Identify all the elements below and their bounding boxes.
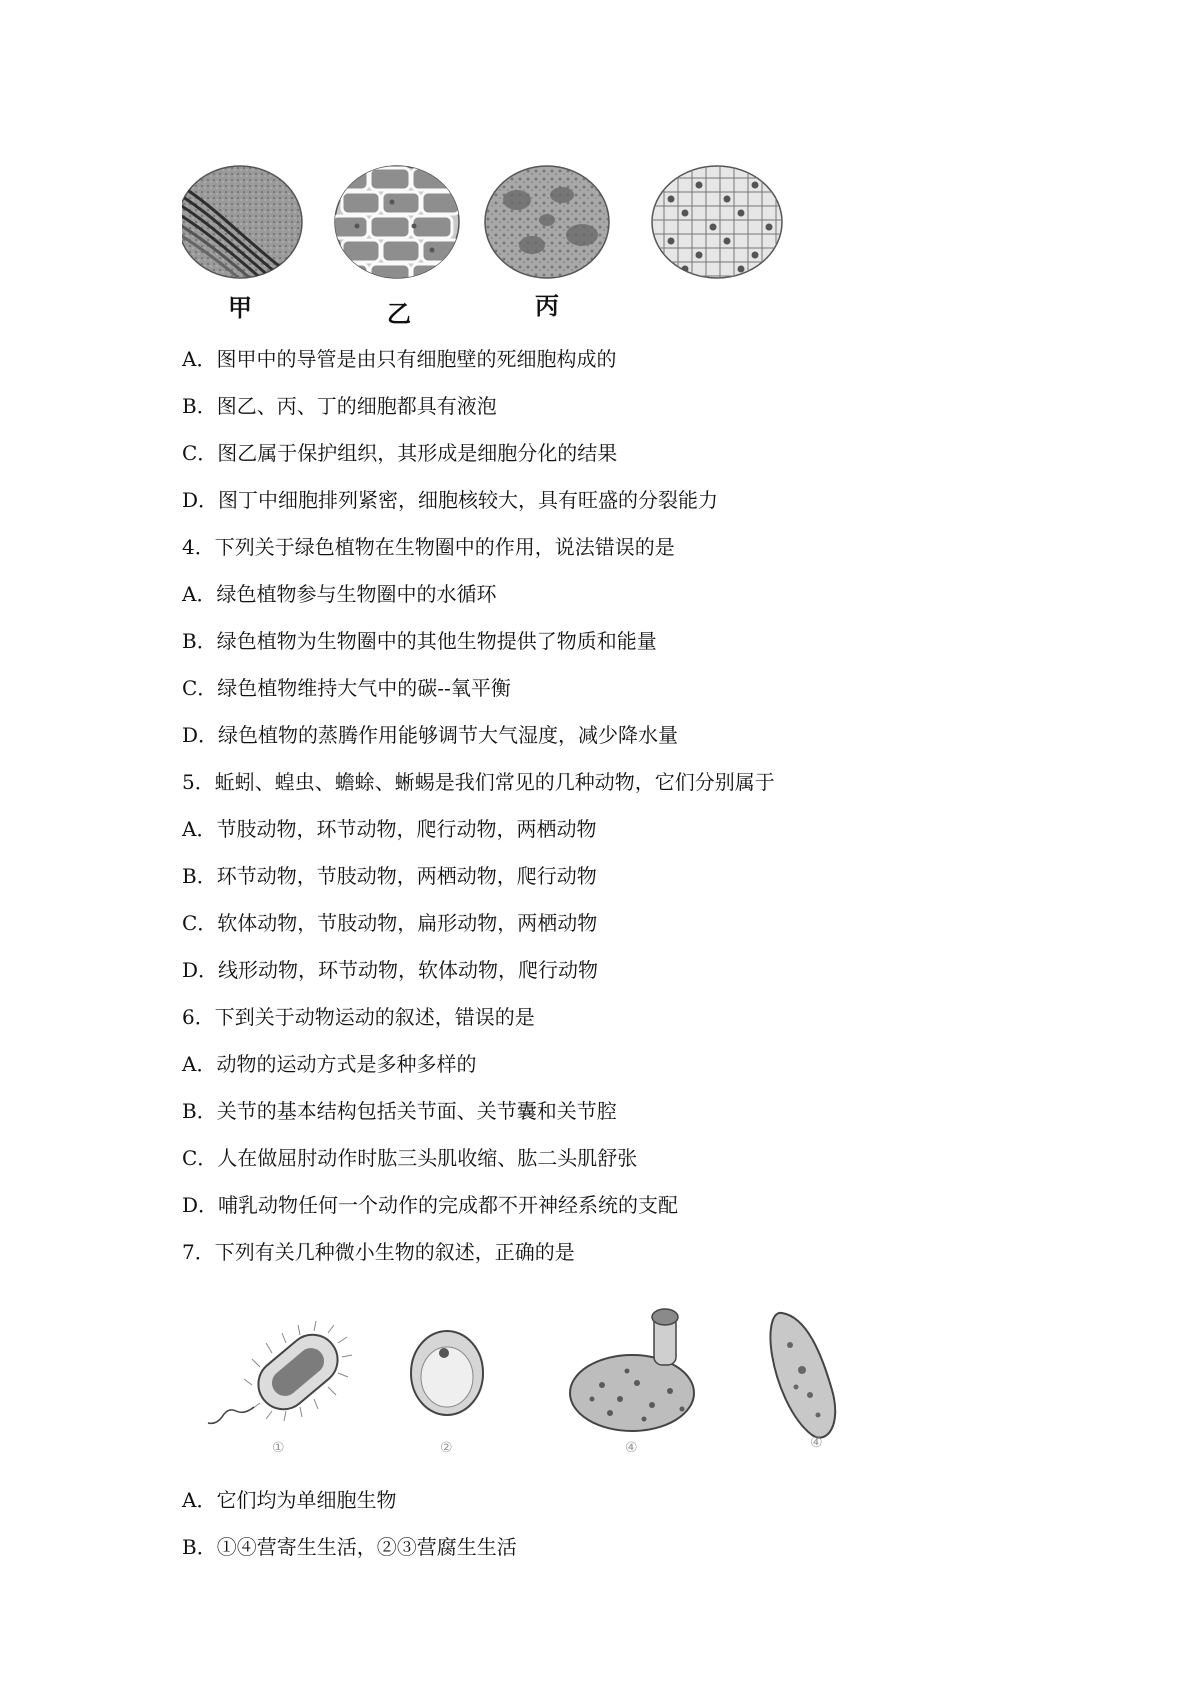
q4-option-b: B．绿色植物为生物圈中的其他生物提供了物质和能量 [182, 629, 657, 653]
organism-label-1: ① [272, 1440, 285, 1456]
q3-option-c: C．图乙属于保护组织，其形成是细胞分化的结果 [182, 441, 618, 465]
q4-option-a: A．绿色植物参与生物圈中的水循环 [182, 582, 497, 606]
label-jia: 甲 [228, 294, 252, 322]
microorganism-drawings [182, 1295, 882, 1465]
organism-label-4: ④ [810, 1435, 823, 1451]
micrograph-yi [332, 166, 460, 286]
q6-stem: 6．下到关于动物运动的叙述，错误的是 [182, 1005, 535, 1029]
q3-option-a: A．图甲中的导管是由只有细胞壁的死细胞构成的 [182, 347, 617, 371]
q4-option-c: C．绿色植物维持大气中的碳--氧平衡 [182, 676, 511, 700]
label-bing: 丙 [535, 292, 559, 320]
q7-option-b: B．①④营寄生生活，②③营腐生生活 [182, 1535, 517, 1559]
q5-stem: 5．蚯蚓、蝗虫、蟾蜍、蜥蜴是我们常见的几种动物，它们分别属于 [182, 770, 775, 794]
q6-option-a: A．动物的运动方式是多种多样的 [182, 1052, 477, 1076]
micrograph-bing [485, 166, 609, 278]
q6-option-b: B．关节的基本结构包括关节面、关节囊和关节腔 [182, 1099, 617, 1123]
q5-option-b: B．环节动物，节肢动物，两栖动物，爬行动物 [182, 864, 597, 888]
q5-option-a: A．节肢动物，环节动物，爬行动物，两栖动物 [182, 817, 597, 841]
q4-stem: 4．下列关于绿色植物在生物圈中的作用，说法错误的是 [182, 535, 675, 559]
tissue-figure [182, 160, 842, 330]
q3-option-b: B．图乙、丙、丁的细胞都具有液泡 [182, 394, 497, 418]
organism-yeast [411, 1331, 483, 1415]
organism-protozoan [770, 1313, 835, 1438]
organism-bacterium [208, 1321, 352, 1423]
q7-stem: 7．下列有关几种微小生物的叙述，正确的是 [182, 1240, 575, 1264]
q4-option-d: D．绿色植物的蒸腾作用能够调节大气湿度，减少降水量 [182, 723, 679, 747]
q7-option-a: A．它们均为单细胞生物 [182, 1488, 397, 1512]
label-yi: 乙 [387, 300, 411, 328]
q5-option-d: D．线形动物，环节动物，软体动物，爬行动物 [182, 958, 599, 982]
q6-option-d: D．哺乳动物任何一个动作的完成都不开神经系统的支配 [182, 1193, 679, 1217]
organism-label-3: ④ [625, 1440, 638, 1456]
organism-label-2: ② [440, 1440, 453, 1456]
tissue-micrographs [182, 160, 842, 330]
q6-option-c: C．人在做屈肘动作时肱三头肌收缩、肱二头肌舒张 [182, 1146, 638, 1170]
microorganism-figure [182, 1295, 882, 1465]
q5-option-c: C．软体动物，节肢动物，扁形动物，两栖动物 [182, 911, 598, 935]
micrograph-ding [652, 160, 782, 290]
q3-option-d: D．图丁中细胞排列紧密，细胞核较大，具有旺盛的分裂能力 [182, 488, 719, 512]
organism-fungus [570, 1309, 694, 1431]
